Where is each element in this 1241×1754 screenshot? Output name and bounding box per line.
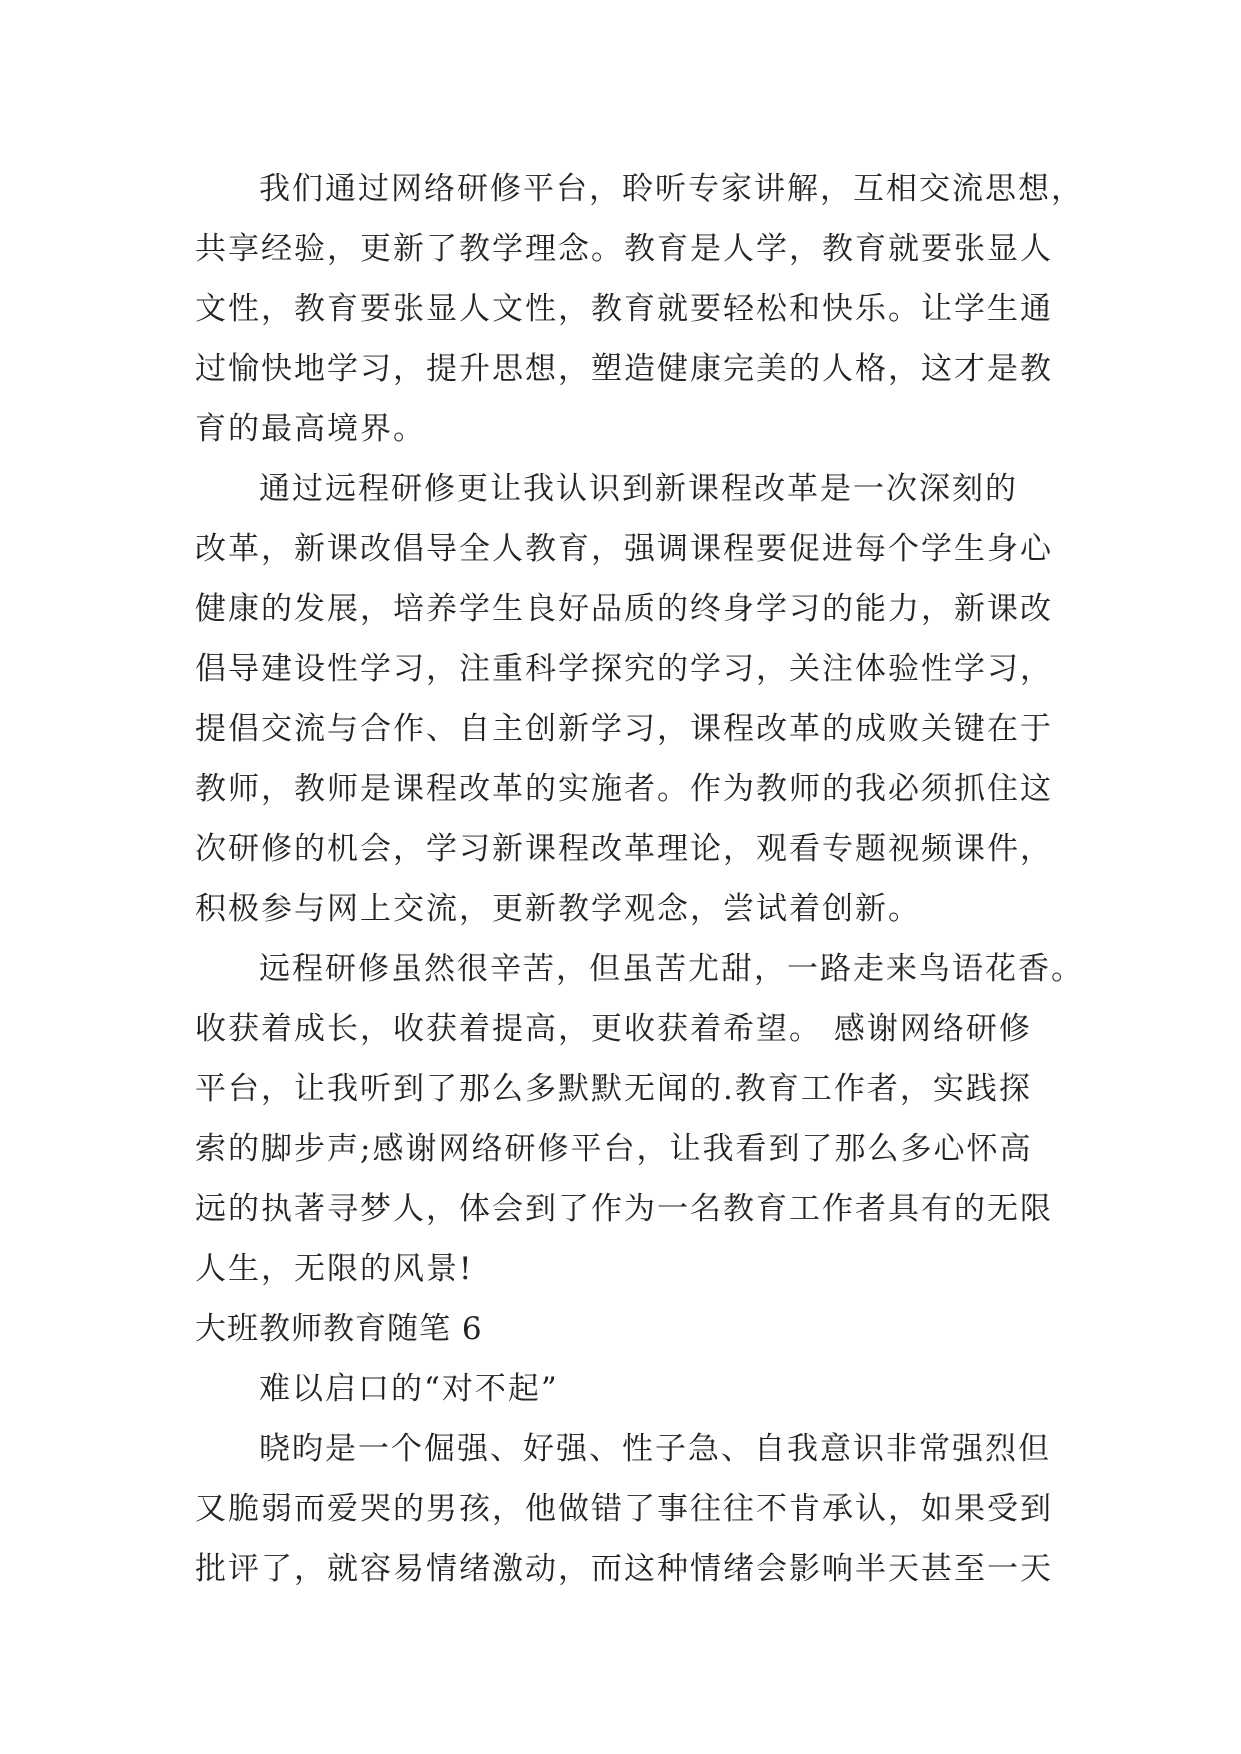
text-line: 健康的发展，培养学生良好品质的终身学习的能力，新课改: [195, 591, 1053, 627]
text-line: 过愉快地学习，提升思想，塑造健康完美的人格，这才是教: [195, 351, 1053, 387]
text-line: 人生，无限的风景!: [195, 1251, 474, 1287]
document-body: [195, 159, 1084, 1599]
text-line: 远程研修虽然很辛苦，但虽苦尤甜，一路走来鸟语花香。: [259, 951, 1084, 987]
essay-text: [195, 159, 1084, 1299]
text-line: 倡导建设性学习，注重科学探究的学习，关注体验性学习，: [195, 651, 1053, 687]
text-line: 改革，新课改倡导全人教育，强调课程要促进每个学生身心: [195, 531, 1053, 567]
text-line: 平台，让我听到了那么多默默无闻的.教育工作者，实践探: [195, 1071, 1032, 1107]
text-line: 通过远程研修更让我认识到新课程改革是一次深刻的: [259, 471, 1018, 507]
text-line: 共享经验，更新了教学理念。教育是人学，教育就要张显人: [195, 231, 1053, 267]
text-line: 次研修的机会，学习新课程改革理论，观看专题视频课件，: [195, 831, 1053, 867]
text-line: 索的脚步声;感谢网络研修平台，让我看到了那么多心怀高: [195, 1131, 1033, 1167]
text-line: 晓昀是一个倔强、好强、性子急、自我意识非常强烈但: [259, 1431, 1051, 1467]
text-line: 我们通过网络研修平台，聆听专家讲解，互相交流思想，: [259, 171, 1084, 207]
section-heading: 大班教师教育随笔 6: [195, 1311, 483, 1347]
text-line: 文性，教育要张显人文性，教育就要轻松和快乐。让学生通: [195, 291, 1053, 327]
text-line: 教师，教师是课程改革的实施者。作为教师的我必须抓住这: [195, 771, 1053, 807]
story-title: 难以启口的“对不起”: [259, 1371, 559, 1407]
text-line: 远的执著寻梦人，体会到了作为一名教育工作者具有的无限: [195, 1191, 1053, 1227]
text-line: 提倡交流与合作、自主创新学习，课程改革的成败关键在于: [195, 711, 1053, 747]
text-line: 育的最高境界。: [195, 411, 426, 447]
text-line: 收获着成长，收获着提高，更收获着希望。 感谢网络研修: [195, 1011, 1032, 1047]
story-text: [195, 1419, 1055, 1599]
text-line: 又脆弱而爱哭的男孩，他做错了事往往不肯承认，如果受到: [195, 1491, 1053, 1527]
text-line: 积极参与网上交流，更新教学观念，尝试着创新。: [195, 891, 921, 927]
text-line: 批评了，就容易情绪激动，而这种情绪会影响半天甚至一天: [195, 1551, 1053, 1587]
